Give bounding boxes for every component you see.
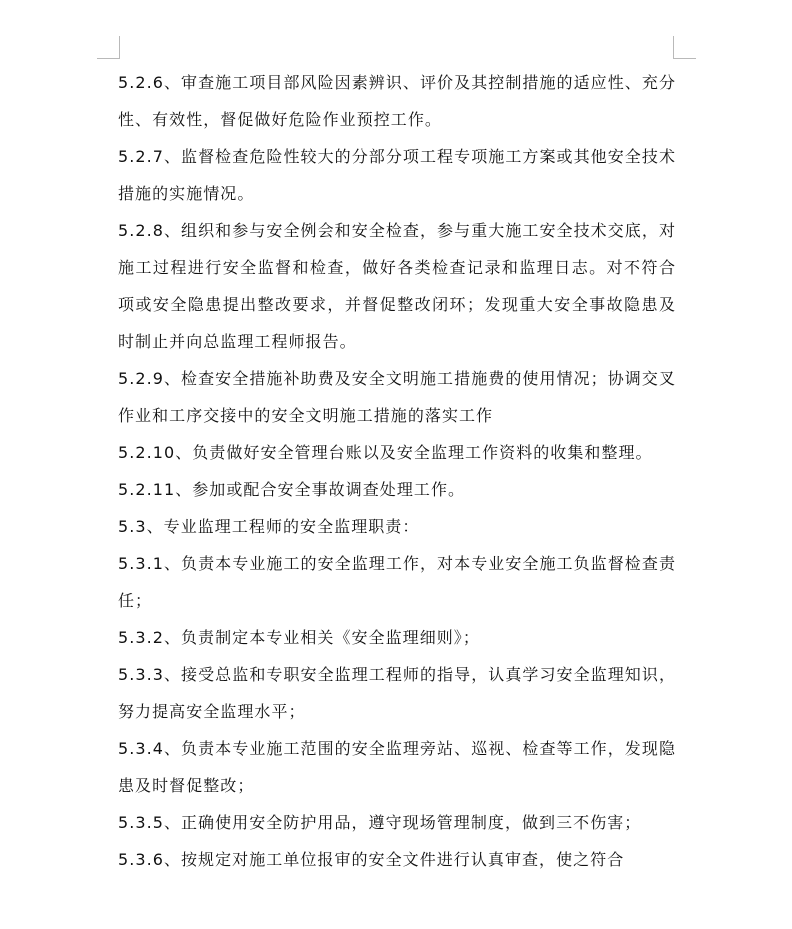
- paragraph-5-3-1: 5.3.1、负责本专业施工的安全监理工作，对本专业安全施工负监督检查责任；: [118, 554, 676, 610]
- paragraph-5-3-2: 5.3.2、负责制定本专业相关《安全监理细则》；: [118, 628, 480, 647]
- document-body: [118, 64, 676, 878]
- paragraph-5-2-7: 5.2.7、监督检查危险性较大的分部分项工程专项施工方案或其他安全技术措施的实施情况。: [118, 147, 676, 203]
- paragraph-5-2-11: 5.2.11、参加或配合安全事故调查处理工作。: [118, 480, 466, 499]
- paragraph-5-3-5: 5.3.5、正确使用安全防护用品，遵守现场管理制度，做到三不伤害；: [118, 813, 642, 832]
- paragraph-5-2-8: 5.2.8、组织和参与安全例会和安全检查，参与重大施工安全技术交底，对施工过程进行安全监督和检查，做好各类检查记录和监理日志。对不符合项或安全隐患提出整改要求，并督促整改闭环；发现重大安全事故隐患及时制止并向总监理工程师报告。: [118, 221, 676, 351]
- section-heading-5-3: 5.3、专业监理工程师的安全监理职责：: [118, 517, 420, 536]
- paragraph-5-3-6: 5.3.6、按规定对施工单位报审的安全文件进行认真审查，使之符合: [118, 850, 625, 869]
- paragraph-5-2-9: 5.2.9、检查安全措施补助费及安全文明施工措施费的使用情况；协调交叉作业和工序交接中的安全文明施工措施的落实工作: [118, 369, 676, 425]
- crop-mark-top-left: [97, 36, 120, 59]
- paragraph-5-3-3: 5.3.3、接受总监和专职安全监理工程师的指导，认真学习安全监理知识，努力提高安全监理水平；: [118, 665, 676, 721]
- crop-mark-top-right: [673, 36, 696, 59]
- paragraph-5-3-4: 5.3.4、负责本专业施工范围的安全监理旁站、巡视、检查等工作，发现隐患及时督促整改；: [118, 739, 676, 795]
- paragraph-5-2-10: 5.2.10、负责做好安全管理台账以及安全监理工作资料的收集和整理。: [118, 443, 653, 462]
- paragraph-5-2-6: 5.2.6、审查施工项目部风险因素辨识、评价及其控制措施的适应性、充分性、有效性，督促做好危险作业预控工作。: [118, 73, 676, 129]
